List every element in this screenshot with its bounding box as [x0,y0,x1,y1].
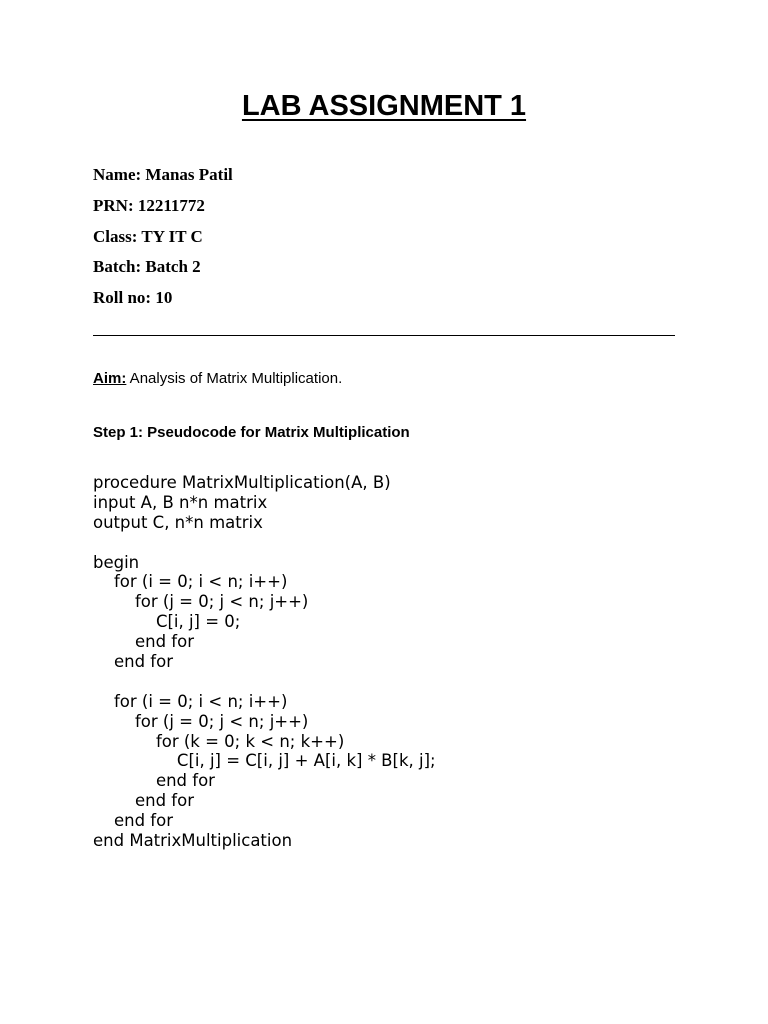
pseudocode-line: for (i = 0; i < n; i++) [93,691,288,711]
pseudocode-line: procedure MatrixMultiplication(A, B) [93,473,391,492]
step-heading: Step 1: Pseudocode for Matrix Multiplication [93,424,410,441]
pseudocode-line [93,533,436,553]
info-value: 12211772 [137,196,205,215]
info-label: Class: [93,227,138,246]
pseudocode-line: end MatrixMultiplication [93,831,293,851]
info-label: Name: [93,165,142,184]
info-value: TY IT C [141,227,203,246]
info-batch [93,257,201,277]
aim-statement [93,369,342,389]
pseudocode-line: end for [93,652,173,672]
aim-label: Aim: [93,370,127,387]
info-value: Manas Patil [145,165,233,184]
pseudocode-line: C[i, j] = 0; [93,612,241,632]
info-label: Batch: [93,257,142,276]
pseudocode-line: C[i, j] = C[i, j] + A[i, k] * B[k, j]; [93,751,436,771]
info-name [93,165,233,185]
pseudocode-line: input A, B n*n matrix [93,492,268,512]
info-label: Roll no: [93,288,152,307]
pseudocode-line: begin [93,552,140,572]
info-class [93,227,203,247]
pseudocode-line: end for [93,811,173,831]
info-label: PRN: [93,196,134,215]
pseudocode-line: for (k = 0; k < n; k++) [93,731,345,751]
pseudocode-line: for (j = 0; j < n; j++) [93,592,309,612]
aim-text: Analysis of Matrix Multiplication. [126,370,343,387]
pseudocode-line [93,672,436,692]
info-prn [93,196,205,216]
pseudocode-line: for (i = 0; i < n; i++) [93,572,288,592]
pseudocode-line: for (j = 0; j < n; j++) [93,711,309,731]
info-roll-no [93,288,172,308]
pseudocode-line: end for [93,632,194,652]
page-title: LAB ASSIGNMENT 1 [241,90,527,122]
info-value: Batch 2 [145,257,201,276]
pseudocode-line: output C, n*n matrix [93,512,263,532]
info-value: 10 [155,288,173,307]
pseudocode-line: end for [93,771,215,791]
pseudocode-block [93,473,436,851]
pseudocode-line: end for [93,791,194,811]
horizontal-divider [93,335,675,336]
